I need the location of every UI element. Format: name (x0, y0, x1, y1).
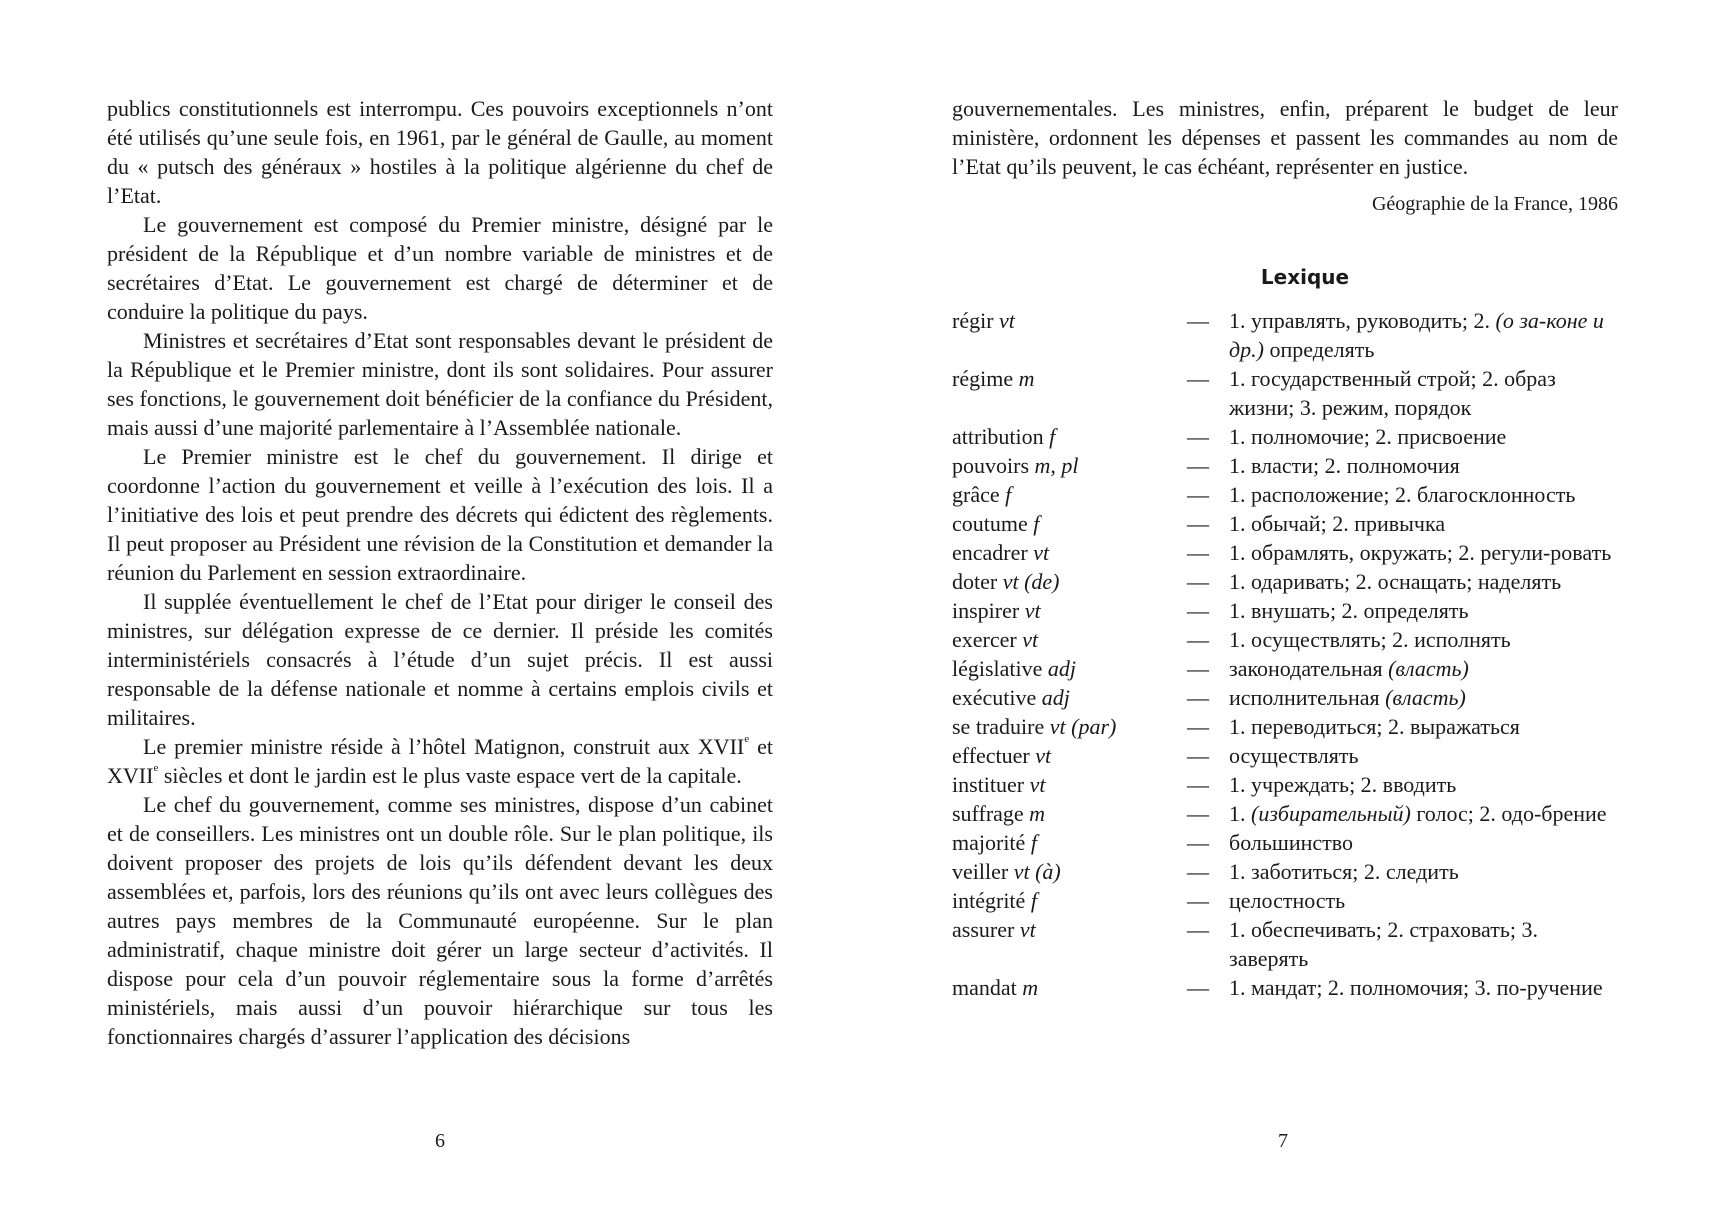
text-segment: et XVII (107, 734, 773, 788)
left-page (107, 94, 773, 1051)
lexique-entry (952, 915, 1618, 973)
term-grammar: f (1005, 482, 1012, 507)
lexique-translation (1229, 770, 1618, 799)
term-grammar: m (1018, 366, 1035, 391)
entry-dash: — (1187, 511, 1209, 536)
lexique-term (952, 828, 1187, 857)
lexique-term (952, 712, 1187, 741)
source-citation: Géographie de la France, 1986 (1371, 193, 1618, 215)
lexique-term (952, 596, 1187, 625)
term-grammar: vt (1024, 598, 1041, 623)
translation-text: 1. осуществлять; 2. исполнять (1229, 627, 1511, 652)
term-grammar: vt (1033, 540, 1050, 565)
lexique-translation (1229, 625, 1618, 654)
lexique-term (952, 625, 1187, 654)
paragraph: Le gouvernement est composé du Premier ministre, désigné par le président de la République et d’un nombre variable de ministres et de secrétaires d’Etat. Le gouvernement est chargé de déterminer et de conduire la politique du pays. (107, 212, 773, 324)
translation-text: исполнительная (1229, 685, 1386, 710)
term-word: doter (952, 569, 998, 594)
term-word: régir (952, 308, 994, 333)
term-grammar: vt (999, 308, 1015, 333)
term-grammar: vt (1022, 627, 1039, 652)
translation-italic: (о за-коне и др.) (1229, 308, 1604, 362)
term-grammar: m (1029, 801, 1046, 826)
lexique-translation (1229, 973, 1618, 1002)
lexique-term (952, 538, 1187, 567)
entry-dash: — (1187, 772, 1209, 797)
lexique-entry (952, 451, 1618, 480)
entry-dash: — (1187, 569, 1209, 594)
term-word: régime (952, 366, 1014, 391)
paragraph: Ministres et secrétaires d’Etat sont responsables devant le président de la République et le Premier ministre, dont ils sont solidaires. Pour assurer ses fonctions, le gouvernement doit bénéficier de la confiance du Président, mais aussi d’une majorité parlementaire à l’Assemblée nationale. (107, 328, 773, 440)
entry-dash: — (1187, 743, 1209, 768)
lexique-term (952, 915, 1187, 973)
lexique-translation (1229, 915, 1618, 973)
lexique-entry (952, 596, 1618, 625)
entry-dash: — (1187, 801, 1209, 826)
translation-text: 1. заботиться; 2. следить (1229, 859, 1459, 884)
translation-italic: (избирательный) (1251, 801, 1411, 826)
lexique-term (952, 306, 1187, 364)
superscript: e (153, 762, 159, 774)
entry-dash: — (1187, 656, 1209, 681)
lexique-translation (1229, 306, 1618, 364)
paragraph-continuation: gouvernementales. Les ministres, enfin, préparent le budget de leur ministère, ordonnent les dépenses et passent les commandes au nom de l’Etat qu’ils peuvent, le cas échéant, représenter en justice. (952, 96, 1618, 179)
translation-text: 1. внушать; 2. определять (1229, 598, 1469, 623)
paragraph-matignon (107, 732, 773, 790)
lexique-translation (1229, 480, 1618, 509)
lexique-term (952, 480, 1187, 509)
term-word: législative (952, 656, 1043, 681)
term-word: exécutive (952, 685, 1037, 710)
lexique-term (952, 422, 1187, 451)
translation-text: целостность (1229, 888, 1346, 913)
entry-dash: — (1187, 859, 1209, 884)
translation-text: 1. управлять, руководить; 2. (1229, 308, 1496, 333)
term-word: inspirer (952, 598, 1020, 623)
page-number-right: 7 (1278, 1130, 1288, 1152)
lexique-translation (1229, 799, 1618, 828)
lexique-heading: Lexique (1260, 265, 1350, 289)
translation-italic: (власть) (1385, 685, 1466, 710)
entry-dash: — (1187, 975, 1209, 1000)
translation-text: 1. обеспечивать; 2. страховать; 3. заверять (1229, 917, 1538, 971)
lexique-list (952, 306, 1618, 1002)
entry-dash: — (1187, 830, 1209, 855)
translation-text: 1. мандат; 2. полномочия; 3. по-ручение (1229, 975, 1603, 1000)
translation-text: 1. одаривать; 2. оснащать; наделять (1229, 569, 1562, 594)
translation-text: большинство (1229, 830, 1354, 855)
term-word: assurer (952, 917, 1015, 942)
term-grammar: f (1030, 830, 1037, 855)
lexique-entry (952, 364, 1618, 422)
entry-dash: — (1187, 308, 1209, 333)
lexique-entry (952, 654, 1618, 683)
term-word: veiller (952, 859, 1009, 884)
translation-text: 1. учреждать; 2. вводить (1229, 772, 1457, 797)
term-word: majorité (952, 830, 1026, 855)
term-grammar: adj (1041, 685, 1070, 710)
translation-text: 1. расположение; 2. благосклонность (1229, 482, 1576, 507)
lexique-term (952, 567, 1187, 596)
translation-text: 1. (1229, 801, 1251, 826)
term-word: pouvoirs (952, 453, 1029, 478)
paragraph: Le Premier ministre est le chef du gouvernement. Il dirige et coordonne l’action du gouvernement et veille à l’exécution des lois. Il a l’initiative des lois et peut prendre des décrets qui édictent des règlements. Il peut proposer au Président une révision de la Constitution et demander la réunion du Parlement en session extraordinaire. (107, 444, 773, 585)
lexique-term (952, 770, 1187, 799)
lexique-entry (952, 306, 1618, 364)
term-word: instituer (952, 772, 1025, 797)
lexique-translation (1229, 857, 1618, 886)
lexique-translation (1229, 509, 1618, 538)
term-grammar: f (1049, 424, 1056, 449)
term-grammar: vt (de) (1002, 569, 1060, 594)
term-grammar: f (1033, 511, 1040, 536)
lexique-entry (952, 480, 1618, 509)
translation-text: 1. полномочие; 2. присвоение (1229, 424, 1507, 449)
lexique-entry (952, 422, 1618, 451)
term-word: grâce (952, 482, 1000, 507)
lexique-translation (1229, 538, 1618, 567)
term-grammar: f (1030, 888, 1037, 913)
term-grammar: adj (1047, 656, 1077, 681)
lexique-entry (952, 538, 1618, 567)
term-grammar: vt (1019, 917, 1036, 942)
text-segment: siècles et dont le jardin est le plus vaste espace vert de la capitale. (158, 763, 742, 788)
entry-dash: — (1187, 482, 1209, 507)
term-grammar: m (1022, 975, 1039, 1000)
term-word: mandat (952, 975, 1017, 1000)
lexique-entry (952, 828, 1618, 857)
entry-dash: — (1187, 917, 1209, 942)
entry-dash: — (1187, 685, 1209, 710)
translation-text: 1. обрамлять, окружать; 2. регули-ровать (1229, 540, 1612, 565)
lexique-term (952, 741, 1187, 770)
entry-dash: — (1187, 366, 1209, 391)
lexique-term (952, 451, 1187, 480)
lexique-translation (1229, 683, 1618, 712)
translation-text: законодательная (1229, 656, 1389, 681)
page-number-left: 6 (435, 1130, 445, 1152)
translation-text: 1. обычай; 2. привычка (1229, 511, 1446, 536)
lexique-entry (952, 973, 1618, 1002)
lexique-term (952, 364, 1187, 422)
lexique-term (952, 799, 1187, 828)
term-word: encadrer (952, 540, 1028, 565)
lexique-translation (1229, 886, 1618, 915)
entry-dash: — (1187, 598, 1209, 623)
lexique-term (952, 857, 1187, 886)
lexique-entry (952, 567, 1618, 596)
entry-dash: — (1187, 627, 1209, 652)
term-grammar: vt (à) (1013, 859, 1061, 884)
lexique-term (952, 654, 1187, 683)
lexique-entry (952, 886, 1618, 915)
lexique-translation (1229, 712, 1618, 741)
translation-text: 1. государственный строй; 2. образ жизни; 3. режим, порядок (1229, 366, 1556, 420)
lexique-translation (1229, 451, 1618, 480)
right-page (952, 94, 1618, 1002)
translation-text: 1. власти; 2. полномочия (1229, 453, 1460, 478)
translation-text: осуществлять (1229, 743, 1359, 768)
term-word: coutume (952, 511, 1028, 536)
translation-italic: (власть) (1388, 656, 1469, 681)
lexique-entry (952, 509, 1618, 538)
paragraph: Il supplée éventuellement le chef de l’Etat pour diriger le conseil des ministres, sur délégation expresse de ce dernier. Il préside les comités interministériels consacrés à l’étude d’un sujet précis. Il est aussi responsable de la défense nationale et nomme à certains emplois civils et militaires. (107, 589, 773, 730)
lexique-translation (1229, 596, 1618, 625)
text-segment: Le premier ministre réside à l’hôtel Matignon, construit aux XVII (143, 734, 745, 759)
lexique-translation (1229, 567, 1618, 596)
lexique-entry (952, 712, 1618, 741)
paragraph: Le chef du gouvernement, comme ses ministres, dispose d’un cabinet et de conseillers. Les ministres ont un double rôle. Sur le plan politique, ils doivent proposer des projets de lois qu’ils défendent devant les deux assemblées et, parfois, lors des réunions qu’ils ont avec leurs collègues des autres pays membres de la Communauté européenne. Sur le plan administratif, chaque ministre doit gérer un large secteur d’activités. Il dispose pour cela d’un pouvoir réglementaire sous la forme d’arrêtés ministériels, mais aussi d’un pouvoir hiérarchique sur tous les fonctionnaires chargés d’assurer l’application des décisions (107, 792, 773, 1049)
paragraph: publics constitutionnels est interrompu. Ces pouvoirs exceptionnels n’ont été utilisés qu’une seule fois, en 1961, par le général de Gaulle, au moment du « putsch des généraux » hostiles à la politique algérienne du chef de l’Etat. (107, 96, 773, 208)
entry-dash: — (1187, 540, 1209, 565)
term-grammar: m, pl (1034, 453, 1079, 478)
lexique-translation (1229, 828, 1618, 857)
term-word: effectuer (952, 743, 1030, 768)
lexique-translation (1229, 741, 1618, 770)
entry-dash: — (1187, 888, 1209, 913)
entry-dash: — (1187, 714, 1209, 739)
lexique-translation (1229, 654, 1618, 683)
term-word: exercer (952, 627, 1017, 652)
translation-text: 1. переводиться; 2. выражаться (1229, 714, 1520, 739)
lexique-translation (1229, 364, 1618, 422)
superscript: e (744, 733, 750, 745)
lexique-entry (952, 770, 1618, 799)
lexique-entry (952, 799, 1618, 828)
lexique-term (952, 509, 1187, 538)
lexique-entry (952, 625, 1618, 654)
lexique-entry (952, 741, 1618, 770)
term-grammar: vt (par) (1049, 714, 1117, 739)
translation-text: голос; 2. одо-брение (1410, 801, 1607, 826)
entry-dash: — (1187, 453, 1209, 478)
term-word: attribution (952, 424, 1044, 449)
lexique-term (952, 886, 1187, 915)
entry-dash: — (1187, 424, 1209, 449)
lexique-entry (952, 683, 1618, 712)
lexique-term (952, 683, 1187, 712)
lexique-term (952, 973, 1187, 1002)
term-grammar: vt (1029, 772, 1046, 797)
term-word: intégrité (952, 888, 1026, 913)
term-word: suffrage (952, 801, 1024, 826)
translation-text: определять (1263, 337, 1375, 362)
lexique-entry (952, 857, 1618, 886)
term-word: se traduire (952, 714, 1045, 739)
term-grammar: vt (1035, 743, 1052, 768)
lexique-translation (1229, 422, 1618, 451)
